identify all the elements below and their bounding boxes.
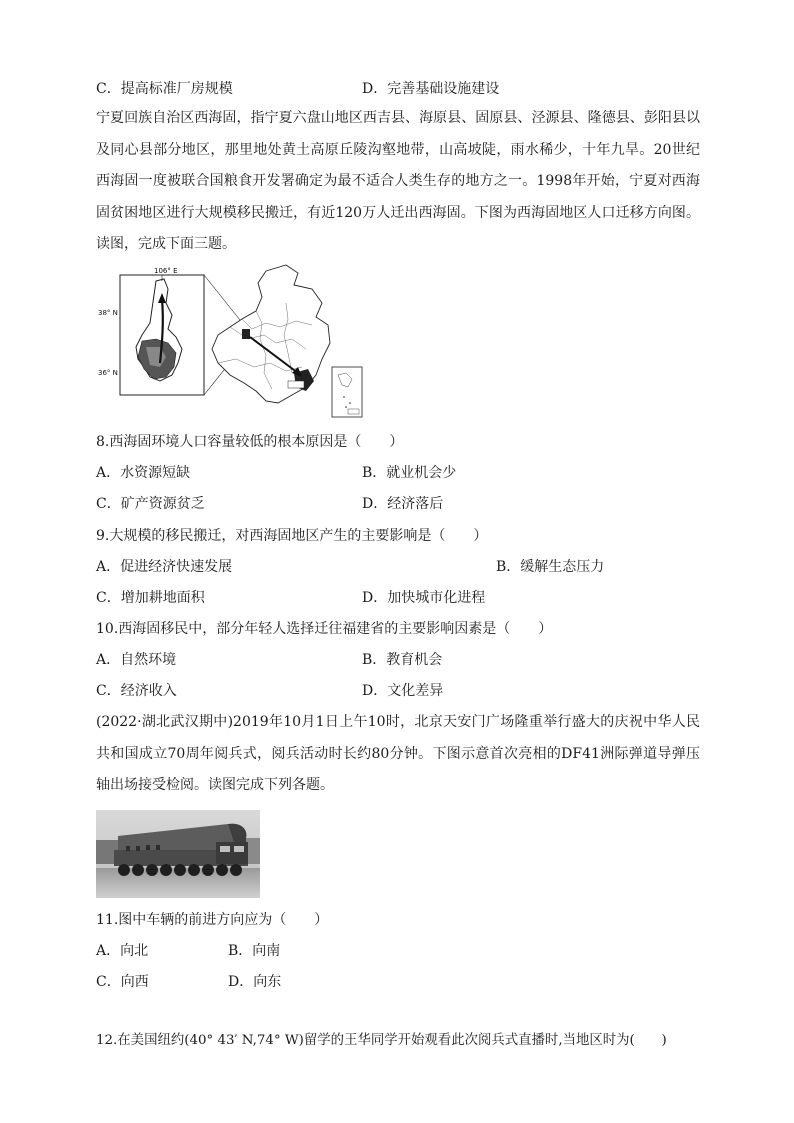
q8-option-a: A．水资源短缺 bbox=[96, 465, 191, 481]
q8-option-c: C．矿产资源贫乏 bbox=[96, 496, 205, 512]
q9-stem: 9.大规模的移民搬迁，对西海固地区产生的主要影响是（ ） bbox=[96, 528, 488, 544]
q11-option-d: D．向东 bbox=[228, 974, 282, 990]
truck-cab bbox=[216, 842, 248, 864]
q11-option-a: A．向北 bbox=[96, 943, 149, 959]
q11-option-c: C．向西 bbox=[96, 974, 149, 990]
q10-option-d: D．文化差异 bbox=[362, 683, 444, 699]
q10-option-c: C．经济收入 bbox=[96, 683, 177, 699]
ningxia-marker bbox=[242, 329, 250, 339]
migration-map-figure bbox=[98, 263, 366, 421]
q9-option-b: B．缓解生态压力 bbox=[496, 559, 605, 575]
q7-option-c: C．提高标准厂房规模 bbox=[96, 81, 233, 97]
q11-stem: 11.图中车辆的前进方向应为（ ） bbox=[96, 912, 329, 928]
q10-option-a: A．自然环境 bbox=[96, 652, 177, 668]
q10-option-b: B．教育机会 bbox=[362, 652, 443, 668]
fujian-label-box bbox=[288, 381, 304, 388]
passage-xihaigu: 宁夏回族自治区西海固，指宁夏六盘山地区西吉县、海原县、固原县、泾源县、隆德县、彭阳县以及同心县部分地区，那里地处黄土高原丘陵沟壑地带，山高坡陡，雨水稀少，十年九旱。20世纪西海固一度被联合国粮食开发署确定为最不适合人类生存的地方之一。1998年开始，宁夏对西海固贫困地区进行大规模移民搬迁，有近120万人迁出西海固。下图为西海固地区人口迁移方向图。读图，完成下面三题。 bbox=[96, 110, 700, 252]
q8-option-b: B．就业机会少 bbox=[362, 465, 457, 481]
q8-option-d: D．经济落后 bbox=[362, 496, 444, 512]
q12-stem: 12.在美国纽约(40° 43′ N,74° W)留学的王华同学开始观看此次阅兵式直播时,当地区时为( ) bbox=[96, 1033, 667, 1048]
latitude-label-38: 38° N bbox=[98, 309, 118, 317]
q11-option-b: B．向南 bbox=[228, 943, 281, 959]
longitude-label: 106° E bbox=[154, 267, 178, 275]
q9-option-d: D．加快城市化进程 bbox=[362, 590, 486, 606]
q9-option-a: A．促进经济快速发展 bbox=[96, 559, 233, 575]
migration-map bbox=[98, 263, 366, 421]
q10-stem: 10.西海固移民中，部分年轻人选择迁往福建省的主要影响因素是（ ） bbox=[96, 621, 553, 637]
df41-illustration bbox=[96, 810, 260, 898]
truck-wheels bbox=[118, 864, 242, 876]
latitude-label-36: 36° N bbox=[98, 369, 118, 377]
passage-parade: (2022·湖北武汉期中)2019年10月1日上午10时，北京天安门广场隆重举行盛大的庆祝中华人民共和国成立70周年阅兵式，阅兵活动时长约80分钟。下图示意首次亮相的DF41洲际弹道导弹压轴出场接受检阅。读图完成下列各题。 bbox=[96, 714, 700, 793]
df41-photo bbox=[96, 810, 260, 898]
q7-option-d: D．完善基础设施建设 bbox=[362, 81, 500, 97]
q9-option-c: C．增加耕地面积 bbox=[96, 590, 205, 606]
q8-stem: 8.西海固环境人口容量较低的根本原因是（ ） bbox=[96, 434, 404, 450]
